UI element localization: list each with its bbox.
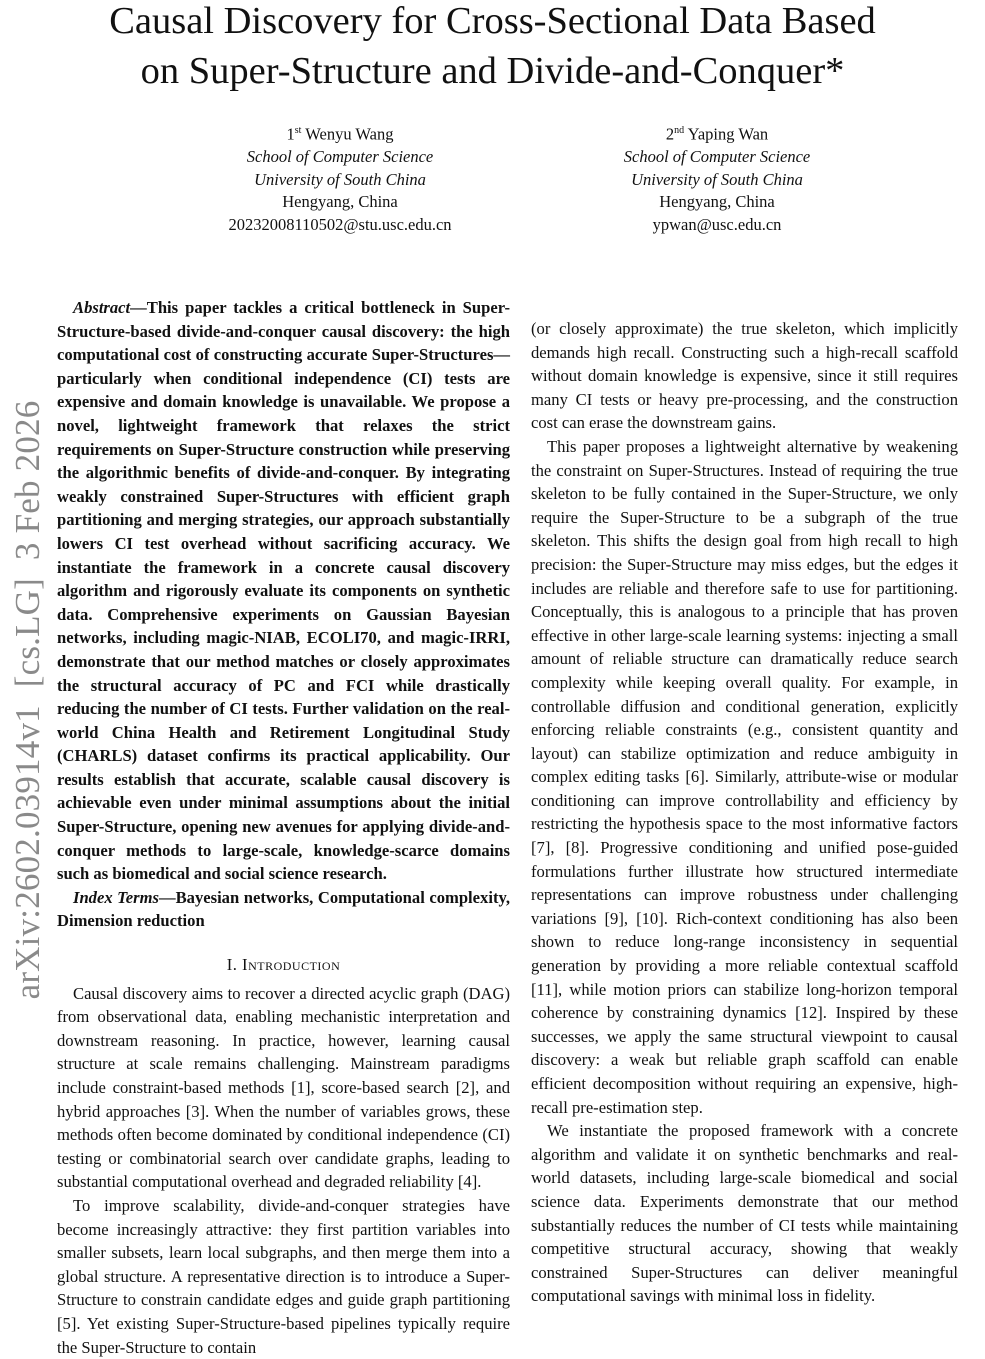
title-line: Causal Discovery for Cross-Sectional Data Based	[109, 0, 876, 42]
paragraph: We instantiate the proposed framework with a concrete algorithm and validate it on synthetic benchmarks and real-world datasets, including large-scale biomedical and social science data. Experiments demonstrate that our method substantially reduces the number of CI tests while maintaining competitive structural accuracy, showing that weakly constrained Super-Structures can deliver meaningful computational savings with minimal loss in fidelity.	[531, 1121, 958, 1306]
paper-title	[0, 0, 985, 96]
author-department: School of Computer Science	[623, 147, 811, 166]
author-name: 1st Wenyu Wang	[286, 124, 394, 144]
author-name: 2nd Yaping Wan	[665, 124, 769, 144]
index-terms: Index Terms—Bayesian networks, Computational complexity, Dimension reduction	[57, 887, 510, 931]
paragraph: To improve scalability, divide-and-conquer strategies have become increasingly attractive: they first partition variables into smaller subsets, learn local subgraphs, and then merge them into a global structure. A representative direction is to introduce a Super-Structure to constrain candidate edges and guide graph partitioning [5]. Yet existing Super-Structure-based pipelines typically require the Super-Structure to contain	[57, 1195, 510, 1357]
author-block-2	[527, 120, 907, 236]
arxiv-identifier: arXiv:2602.03914v1 [cs.LG] 3 Feb 2026	[8, 400, 47, 1000]
author-block-1	[150, 120, 530, 236]
paragraph: Causal discovery aims to recover a directed acyclic graph (DAG) from observational data, enabling mechanistic interpretation and downstream reasoning. In practice, however, learning causal structure at scale remains challenging. Mainstream paradigms include constraint-based methods [1], score-based search [2], and hybrid approaches [3]. When the number of variables grows, these methods often become dominated by conditional independence (CI) testing or combinatorial search over candidate graphs, leading to substantial computational overhead and degraded reliability [4].	[57, 983, 510, 1192]
author-university: University of South China	[631, 169, 803, 189]
author-email: ypwan@usc.edu.cn	[652, 214, 782, 234]
paragraph: (or closely approximate) the true skeleton, which implicitly demands high recall. Constructing such a high-recall scaffold without domain knowledge is expensive, since it still requires many CI tests or heavy pre-processing, and the construction cost can erase the downstream gains.	[531, 319, 958, 433]
abstract: Abstract—This paper tackles a critical bottleneck in Super-Structure-based divide-and-conquer causal discovery: the high computational cost of constructing accurate Super-Structures—particularly when conditional independence (CI) tests are expensive and domain knowledge is unavailable. We propose a novel, lightweight framework that relaxes the strict requirements on Super-Structure construction while preserving the algorithmic benefits of divide-and-conquer. By integrating weakly constrained Super-Structures with efficient graph partitioning and merging strategies, our approach substantially lowers CI test overhead without sacrificing accuracy. We instantiate the framework in a concrete causal discovery algorithm and rigorously evaluate its components on synthetic data. Comprehensive experiments on Gaussian Bayesian networks, including magic-NIAB, ECOLI70, and magic-IRRI, demonstrate that our method matches or closely approximates the structural accuracy of PC and FCI while drastically reducing the number of CI tests. Further validation on the real-world China Health and Retirement Longitudinal Study (CHARLS) dataset confirms its practical applicability. Our results establish that accurate, scalable causal discovery is achievable even under minimal assumptions about the initial Super-Structure, opening new avenues for applying divide-and-conquer methods to large-scale, knowledge-scarce domains such as biomedical and social science research.	[57, 298, 510, 884]
title-line: on Super-Structure and Divide-and-Conquer*	[140, 50, 845, 92]
right-column	[531, 317, 958, 1308]
author-location: Hengyang, China	[282, 192, 398, 211]
author-department: School of Computer Science	[246, 147, 434, 166]
author-location: Hengyang, China	[659, 192, 775, 211]
section-heading: I. Introduction	[226, 955, 341, 975]
author-email: 20232008110502@stu.usc.edu.cn	[228, 214, 452, 234]
author-university: University of South China	[254, 169, 426, 189]
paragraph: This paper proposes a lightweight alternative by weakening the constraint on Super-Structures. Instead of requiring the true skeleton to be fully contained in the Super-Structure, we only require the Super-Structure to be a subgraph of the true skeleton. This shifts the design goal from high recall to high precision: the Super-Structure may miss edges, but the edges it includes are reliable and therefore safe to use for partitioning. Conceptually, this is analogous to a principle that has proven effective in other large-scale learning systems: injecting a small amount of reliable structure can dramatically reduce search complexity while keeping overall quality. For example, in controllable diffusion and conditional generation, explicitly enforcing reliable constraints (e.g., consistent quantity and layout) can stabilize optimization and reduce ambiguity in complex editing tasks [6]. Similarly, attribute-wise or modular conditioning can improve controllability and efficiency by restricting the hypothesis space to the most informative factors [7], [8]. Progressive conditioning and unified pose-guided formulations further illustrate how structured intermediate representations can improve robustness under challenging variations [9], [10]. Rich-context conditioning has also been shown to reduce long-range inconsistency in sequential generation by providing a more reliable contextual scaffold [11], while motion priors can stabilize long-horizon temporal coherence by constraining dynamics [12]. Inspired by these successes, we apply the same structural viewpoint to causal discovery: a weak but reliable graph scaffold can enable efficient decomposition without requiring an expensive, high-recall pre-estimation step.	[531, 436, 958, 1117]
